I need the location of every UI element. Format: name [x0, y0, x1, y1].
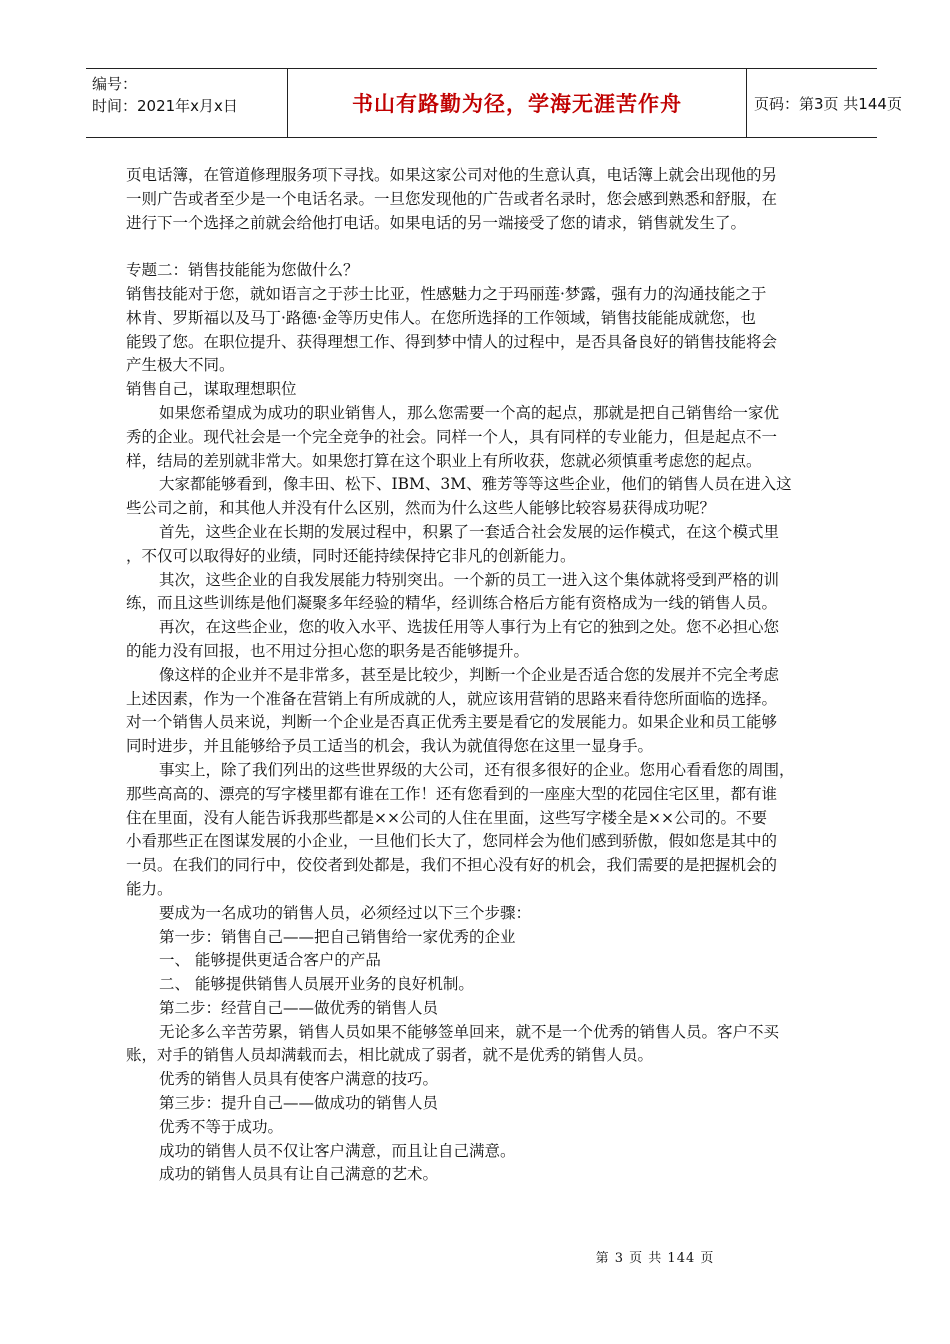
step-2-heading: 第二步：经营自己——做优秀的销售人员	[159, 998, 439, 1017]
paragraph-gap	[126, 235, 838, 259]
body-line: 练，而且这些训练是他们凝聚多年经验的精华，经训练合格后方能有资格成为一线的销售人员。	[126, 594, 778, 613]
header-page-label: 页码：第3页 共144页	[754, 94, 902, 113]
body-line: 页电话簿，在管道修理服务项下寻找。如果这家公司对他的生意认真，电话簿上就会出现他的另	[126, 166, 778, 184]
body-line: 小看那些正在图谋发展的小企业，一旦他们长大了，您同样会为他们感到骄傲，假如您是其中的	[126, 832, 778, 851]
section-subtitle: 销售自己，谋取理想职位	[126, 380, 297, 399]
body-line: 那些高高的、漂亮的写字楼里都有谁在工作！还有您看到的一座座大型的花园住宅区里，都有谁	[126, 784, 778, 803]
body-line: 成功的销售人员具有让自己满意的艺术。	[159, 1165, 439, 1184]
body-line: 首先，这些企业在长期的发展过程中，积累了一套适合社会发展的运作模式，在这个模式里	[159, 522, 780, 541]
body-line: 能毁了您。在职位提升、获得理想工作、得到梦中情人的过程中，是否具备良好的销售技能将会	[126, 332, 778, 351]
step-1-item: 一、 能够提供更适合客户的产品	[159, 951, 381, 970]
body-line: 一员。在我们的同行中，佼佼者到处都是，我们不担心没有好的机会，我们需要的是把握机会的	[126, 856, 778, 875]
body-line: 一则广告或者至少是一个电话名录。一旦您发现他的广告或者名录时，您会感到熟悉和舒服，在	[126, 189, 778, 208]
body-line: 大家都能够看到，像丰田、松下、IBM、3M、雅芳等等这些企业，他们的销售人员在进入这	[159, 475, 792, 494]
body-line: 些公司之前，和其他人并没有什么区别，然而为什么这些人能够比较容易获得成功呢？	[126, 499, 716, 518]
body-line: 事实上，除了我们列出的这些世界级的大公司，还有很多很好的企业。您用心看看您的周围，	[159, 760, 795, 779]
body-line: 其次，这些企业的自我发展能力特别突出。一个新的员工一进入这个集体就将受到严格的训	[159, 570, 780, 589]
body-line: ，不仅可以取得好的业绩，同时还能持续保持它非凡的创新能力。	[126, 546, 576, 565]
body-line: 能力。	[126, 879, 173, 898]
body-line: 再次，在这些企业，您的收入水平、选拔任用等人事行为上有它的独到之处。您不必担心您	[159, 618, 780, 637]
body-line: 无论多么辛苦劳累，销售人员如果不能够签单回来，就不是一个优秀的销售人员。客户不买	[159, 1022, 780, 1041]
header-motto: 书山有路勤为径，学海无涯苦作舟	[352, 92, 682, 116]
step-1-item: 二、 能够提供销售人员展开业务的良好机制。	[159, 975, 474, 994]
page-footer	[0, 1247, 950, 1266]
header-number-label: 编号：	[92, 75, 138, 93]
step-3-heading: 第三步：提升自己——做成功的销售人员	[159, 1094, 439, 1113]
body-line: 优秀的销售人员具有使客户满意的技巧。	[159, 1070, 439, 1089]
body-line: 进行下一个选择之前就会给他打电话。如果电话的另一端接受了您的请求，销售就发生了。	[126, 213, 747, 232]
step-1-heading: 第一步：销售自己——把自己销售给一家优秀的企业	[159, 927, 516, 946]
page-header	[86, 68, 902, 138]
body-line: 同时进步，并且能够给予员工适当的机会，我认为就值得您在这里一显身手。	[126, 737, 654, 756]
steps-intro: 要成为一名成功的销售人员，必须经过以下三个步骤：	[159, 903, 532, 922]
body-line: 住在里面，没有人能告诉我那些都是××公司的人住在里面，这些写字楼全是××公司的。不要	[126, 808, 767, 827]
body-line: 对一个销售人员来说，判断一个企业是否真正优秀主要是看它的发展能力。如果企业和员工能够	[126, 713, 778, 732]
body-line: 的能力没有回报，也不用过分担心您的职务是否能够提升。	[126, 641, 530, 660]
body-line: 成功的销售人员不仅让客户满意，而且让自己满意。	[159, 1141, 516, 1160]
body-line: 样，结局的差别就非常大。如果您打算在这个职业上有所收获，您就必须慎重考虑您的起点。	[126, 451, 762, 470]
body-line: 如果您希望成为成功的职业销售人，那么您需要一个高的起点，那就是把自己销售给一家优	[159, 403, 780, 422]
header-meta	[86, 69, 287, 137]
body-line: 像这样的企业并不是非常多，甚至是比较少，判断一个企业是否适合您的发展并不完全考虑	[159, 665, 780, 684]
topic-title: 专题二：销售技能能为您做什么？	[126, 261, 359, 280]
body-line: 账，对手的销售人员却满载而去，相比就成了弱者，就不是优秀的销售人员。	[126, 1046, 654, 1065]
body-line: 林肯、罗斯福以及马丁·路德·金等历史伟人。在您所选择的工作领域，销售技能能成就您，也	[126, 308, 756, 327]
header-motto-cell	[287, 69, 747, 137]
body-line: 优秀不等于成功。	[159, 1117, 284, 1136]
document-body	[126, 164, 838, 1187]
header-time-label: 时间：2021年x月x日	[92, 97, 238, 115]
body-line: 秀的企业。现代社会是一个完全竞争的社会。同样一个人，具有同样的专业能力，但是起点不一	[126, 427, 778, 446]
body-line: 产生极大不同。	[126, 356, 235, 375]
page-footer-label: 第 3 页 共 144 页	[595, 1251, 715, 1266]
body-line: 销售技能对于您，就如语言之于莎士比亚，性感魅力之于玛丽莲·梦露，强有力的沟通技能之于	[126, 284, 767, 303]
body-line: 上述因素，作为一个准备在营销上有所成就的人，就应该用营销的思路来看待您所面临的选择。	[126, 689, 778, 708]
